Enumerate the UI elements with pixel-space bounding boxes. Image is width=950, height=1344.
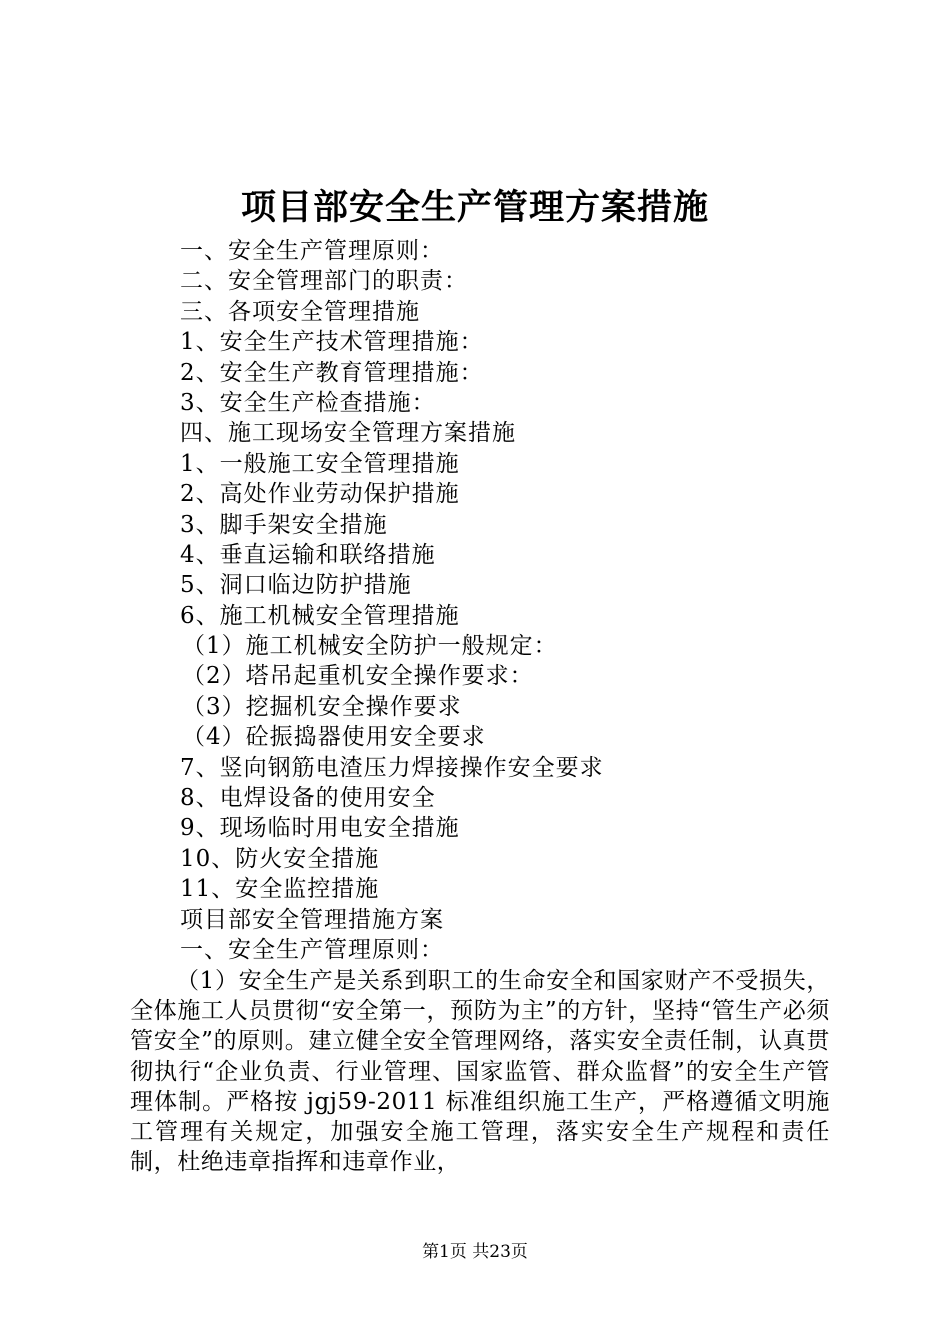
toc-item: 8、电焊设备的使用安全 (180, 785, 436, 812)
toc-item: 9、现场临时用电安全措施 (180, 815, 460, 842)
toc-item: 一、安全生产管理原则： (180, 238, 444, 264)
toc-item: 2、高处作业劳动保护措施 (180, 481, 460, 508)
toc-item: 2、安全生产教育管理措施： (180, 359, 484, 386)
body-paragraph: （1）安全生产是关系到职工的生命安全和国家财产不受损失，全体施工人员贯彻“安全第一，预防为主”的方针，坚持“管生产必须管安全”的原则。建立健全安全管理网络，落实安全责任制，认真贯彻执行“企业负责、行业管理、国家监管、群众监督”的安全生产管理体制。严格按 jgj59-2011 标准组织施工生产，严格遵循文明施工管理有关规定，加强安全施工管理，落实安全生产规程和责任制，杜绝违章指挥和违章作业， (130, 968, 830, 1176)
toc-item: （3）挖掘机安全操作要求 (182, 693, 462, 720)
toc-item: 11、安全监控措施 (180, 876, 380, 903)
toc-item: 6、施工机械安全管理措施 (180, 602, 460, 629)
toc-item: 3、脚手架安全措施 (180, 511, 388, 538)
toc-item: 4、垂直运输和联络措施 (180, 541, 436, 568)
toc-item: 项目部安全管理措施方案 (180, 906, 444, 933)
table-of-contents (180, 236, 880, 965)
toc-item: 7、竖向钢筋电渣压力焊接操作安全要求 (180, 754, 604, 781)
toc-item: 1、安全生产技术管理措施： (180, 329, 484, 356)
toc-item: 一、安全生产管理原则： (180, 936, 444, 963)
toc-item: 四、施工现场安全管理方案措施 (180, 420, 516, 447)
toc-item: 1、一般施工安全管理措施 (180, 450, 460, 477)
toc-item: 10、防火安全措施 (180, 845, 380, 872)
toc-item: （4）砼振捣器使用安全要求 (182, 724, 486, 751)
toc-item: （2）塔吊起重机安全操作要求： (182, 663, 534, 690)
toc-item: （1）施工机械安全防护一般规定： (182, 633, 558, 660)
toc-item: 3、安全生产检查措施： (180, 389, 436, 416)
toc-item: 5、洞口临边防护措施 (180, 572, 412, 599)
toc-item: 三、各项安全管理措施 (180, 298, 420, 325)
document-title: 项目部安全生产管理方案措施 (240, 187, 709, 228)
toc-item: 二、安全管理部门的职责： (180, 268, 468, 295)
page-number-footer: 第1页 共23页 (422, 1242, 528, 1262)
